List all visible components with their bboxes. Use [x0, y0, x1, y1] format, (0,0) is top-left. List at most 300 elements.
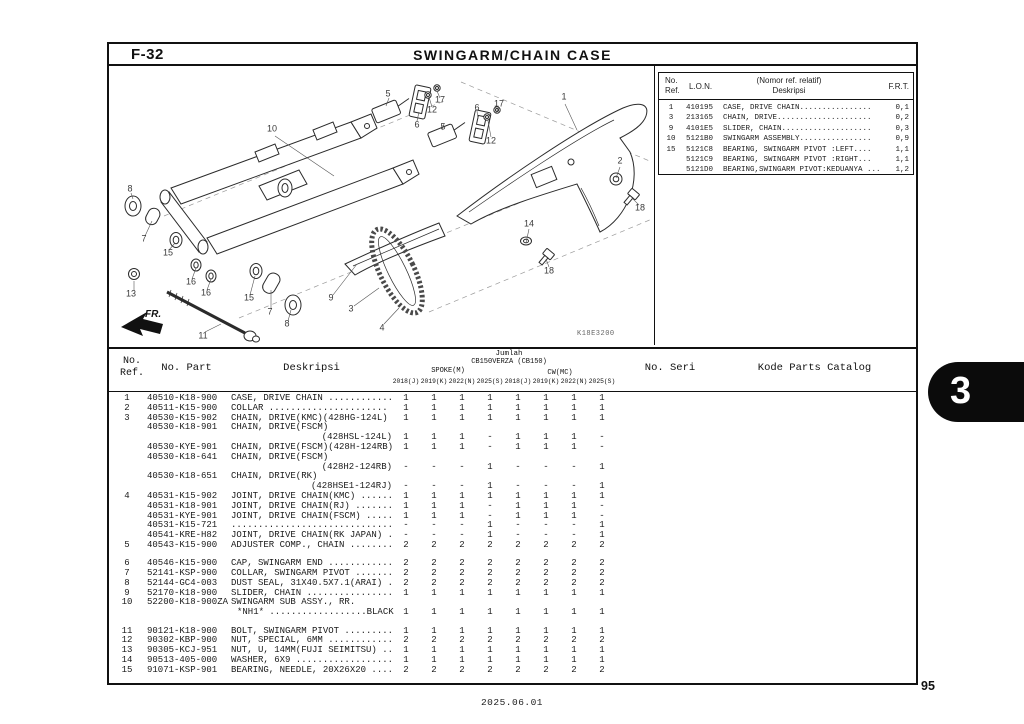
qty-cell: 2: [431, 568, 437, 579]
qty-cell: 1: [487, 587, 493, 598]
qty-cell: 1: [599, 461, 605, 472]
col-jumlah: Jumlah: [495, 350, 523, 358]
qty-cell: 1: [403, 402, 409, 413]
ref-no-cell: 3: [124, 412, 130, 423]
qty-cell: 1: [459, 412, 465, 423]
part-number-cell: 90513-405-000: [147, 654, 218, 665]
qty-cell: 1: [487, 490, 493, 501]
ref-no-cell: 10: [121, 597, 133, 608]
exploded-diagram: [109, 66, 655, 345]
qty-cell: 1: [403, 441, 409, 452]
col-model: CB150VERZA (CB150): [471, 358, 547, 366]
ref-table-row: [659, 134, 913, 144]
catalog-page-frame: [107, 42, 918, 685]
qty-cell: 2: [431, 577, 437, 588]
qty-cell: 1: [599, 393, 605, 403]
part-number-cell: 40530-K18-651: [147, 471, 218, 482]
part-number-cell: 52170-K18-900: [147, 587, 218, 598]
lon-cell: 5121B0: [686, 135, 714, 144]
diagram-callout: 10: [266, 123, 278, 134]
qty-cell: 1: [543, 510, 549, 521]
qty-cell: 2: [459, 539, 465, 550]
qty-cell: 2: [571, 539, 577, 550]
qty-cell: 1: [571, 490, 577, 501]
diagram-callout: 2: [617, 155, 623, 166]
qty-cell: -: [403, 530, 409, 541]
ref-no-cell: 11: [121, 625, 133, 636]
part-number-cell: 91071-KSP-901: [147, 664, 218, 675]
qty-cell: 2: [571, 568, 577, 579]
qty-cell: 1: [599, 412, 605, 423]
qty-cell: 1: [515, 587, 521, 598]
qty-cell: 1: [515, 393, 521, 403]
deskripsi-cell: BEARING, NEEDLE, 20X26X20 ....: [231, 664, 394, 675]
qty-cell: 1: [459, 607, 465, 618]
ref-no-cell: 9: [668, 124, 674, 133]
qty-cell: 2: [459, 664, 465, 675]
diagram-callout: 12: [426, 104, 438, 115]
ref-table-row: [659, 165, 913, 175]
diagram-callout: 8: [127, 183, 133, 194]
col-ref: Ref.: [119, 368, 144, 379]
frt-cell: 0,9: [895, 135, 909, 144]
qty-cell: 1: [487, 481, 493, 492]
qty-cell: -: [487, 432, 493, 443]
chapter-tab[interactable]: 3: [928, 362, 1024, 422]
qty-cell: 2: [403, 539, 409, 550]
qty-cell: 1: [515, 654, 521, 665]
ref-no-cell: 3: [668, 114, 674, 123]
qty-cell: 2: [403, 664, 409, 675]
qty-cell: 1: [599, 587, 605, 598]
ref-table-row: [659, 145, 913, 155]
qty-cell: 1: [431, 625, 437, 636]
qty-cell: -: [571, 530, 577, 541]
qty-cell: 2: [403, 568, 409, 579]
deskripsi-cell: CHAIN, DRIVE(FSCM): [231, 451, 329, 462]
frt-cell: 1,1: [895, 145, 909, 154]
ref-table-row: [659, 113, 913, 123]
qty-cell: 1: [431, 587, 437, 598]
diagram-callout: 12: [485, 135, 497, 146]
qty-cell: -: [431, 530, 437, 541]
qty-cell: 1: [487, 607, 493, 618]
qty-cell: 1: [571, 393, 577, 403]
col-deskripsi: Deskripsi: [772, 86, 806, 95]
qty-cell: 1: [459, 625, 465, 636]
col-no-seri: No. Seri: [644, 362, 696, 374]
lon-table-header: [659, 73, 913, 100]
qty-cell: 2: [571, 577, 577, 588]
qty-cell: 2: [459, 635, 465, 646]
ref-no-cell: 15: [666, 145, 676, 154]
qty-cell: 2: [487, 664, 493, 675]
qty-cell: 1: [459, 645, 465, 656]
ref-no-cell: 10: [666, 135, 676, 144]
qty-cell: 1: [543, 654, 549, 665]
qty-cell: -: [459, 481, 465, 492]
qty-cell: 1: [431, 654, 437, 665]
qty-cell: -: [487, 510, 493, 521]
qty-cell: 2: [487, 539, 493, 550]
year-column-label: 2022(N): [448, 378, 476, 385]
qty-cell: 1: [487, 412, 493, 423]
deskripsi-cell: CASE, DRIVE CHAIN................: [723, 104, 872, 112]
qty-cell: 1: [571, 441, 577, 452]
qty-cell: 1: [431, 490, 437, 501]
qty-cell: 1: [459, 587, 465, 598]
qty-cell: 1: [543, 645, 549, 656]
part-number-cell: 40546-K15-900: [147, 558, 218, 569]
frt-cell: 0,2: [895, 114, 909, 123]
frt-cell: 1,1: [895, 155, 909, 164]
col-spoke: SPOKE(M): [431, 367, 465, 375]
construction-lines: [164, 82, 652, 318]
deskripsi-cell: BEARING, SWINGARM PIVOT :LEFT....: [723, 145, 872, 154]
diagram-callout: 5: [440, 121, 446, 132]
qty-cell: 2: [599, 664, 605, 675]
deskripsi-cell: (428HSE1-124RJ): [310, 481, 392, 492]
qty-cell: 2: [599, 635, 605, 646]
qty-cell: 1: [599, 607, 605, 618]
qty-cell: 1: [515, 432, 521, 443]
qty-cell: 1: [431, 393, 437, 403]
qty-cell: 1: [543, 412, 549, 423]
page-number: 95: [921, 679, 935, 693]
col-no-part: No. Part: [161, 362, 212, 374]
qty-cell: 2: [571, 558, 577, 569]
deskripsi-cell: JOINT, DRIVE CHAIN(FSCM) .....: [231, 510, 394, 521]
qty-cell: 1: [403, 432, 409, 443]
lon-cell: 410195: [686, 104, 714, 112]
qty-cell: 1: [543, 432, 549, 443]
parts-table-row: [109, 598, 916, 608]
year-column-label: 2025(S): [476, 378, 504, 385]
deskripsi-cell: (428H2-124RB): [321, 461, 392, 472]
qty-cell: -: [543, 530, 549, 541]
qty-cell: 2: [431, 664, 437, 675]
ref-no-cell: 5: [124, 539, 130, 550]
part-number-cell: 90121-K18-900: [147, 625, 218, 636]
ref-table-row: [659, 124, 913, 134]
qty-cell: -: [459, 461, 465, 472]
lon-cell: 213165: [686, 114, 714, 123]
qty-cell: 2: [515, 568, 521, 579]
qty-cell: 1: [403, 625, 409, 636]
parts-table-row: [109, 608, 916, 618]
deskripsi-cell: WASHER, 6X9 ..................: [231, 654, 394, 665]
qty-cell: 1: [571, 432, 577, 443]
qty-cell: -: [403, 461, 409, 472]
qty-cell: 1: [599, 402, 605, 413]
qty-cell: -: [515, 530, 521, 541]
qty-cell: 1: [431, 607, 437, 618]
qty-cell: 2: [599, 558, 605, 569]
deskripsi-cell: ..............................: [231, 520, 394, 531]
qty-cell: 1: [543, 441, 549, 452]
diagram-callout: 4: [379, 322, 385, 333]
qty-cell: 1: [571, 500, 577, 511]
qty-cell: 1: [403, 645, 409, 656]
qty-cell: 2: [543, 635, 549, 646]
part-number-cell: 90302-KBP-900: [147, 635, 218, 646]
qty-cell: 2: [403, 577, 409, 588]
ref-no-cell: 2: [124, 402, 130, 413]
qty-cell: 1: [543, 393, 549, 403]
qty-cell: 1: [599, 645, 605, 656]
diagram-callout: 6: [474, 102, 480, 113]
qty-cell: 1: [515, 441, 521, 452]
qty-cell: -: [571, 481, 577, 492]
qty-cell: 1: [459, 490, 465, 501]
ref-no-cell: 13: [121, 645, 133, 656]
qty-cell: -: [459, 530, 465, 541]
qty-cell: -: [487, 441, 493, 452]
qty-cell: 2: [431, 635, 437, 646]
part-number-cell: 90305-KCJ-951: [147, 645, 218, 656]
qty-cell: 1: [459, 654, 465, 665]
deskripsi-cell: BEARING,SWINGARM PIVOT:KEDUANYA ...: [723, 166, 881, 175]
qty-cell: -: [599, 500, 605, 511]
qty-cell: 1: [599, 530, 605, 541]
part-number-cell: 40531-K18-901: [147, 500, 218, 511]
qty-cell: -: [543, 461, 549, 472]
qty-cell: 1: [571, 510, 577, 521]
ref-table-row: [659, 155, 913, 165]
col-nomor-ref-relatif: (Nomor ref. relatif): [756, 76, 822, 85]
qty-cell: 1: [487, 625, 493, 636]
part-number-cell: 40530-K18-901: [147, 422, 218, 433]
qty-cell: 1: [515, 607, 521, 618]
qty-cell: 1: [543, 607, 549, 618]
qty-cell: 2: [515, 577, 521, 588]
qty-cell: -: [403, 520, 409, 531]
parts-table-rows: [109, 394, 916, 676]
deskripsi-cell: BOLT, SWINGARM PIVOT .........: [231, 625, 394, 636]
year-column-label: 2018(J): [504, 378, 532, 385]
qty-cell: -: [599, 510, 605, 521]
year-column-label: 2025(S): [588, 378, 616, 385]
qty-cell: 2: [571, 664, 577, 675]
diagram-callout: 17: [493, 98, 505, 109]
qty-cell: 1: [515, 402, 521, 413]
parts-table-row: [109, 541, 916, 551]
part-number-cell: 40530-K18-641: [147, 451, 218, 462]
lon-cell: 5121C9: [686, 155, 714, 164]
qty-cell: 1: [487, 461, 493, 472]
qty-cell: 1: [571, 402, 577, 413]
part-number-cell: 52200-K18-900ZA: [147, 597, 229, 608]
qty-cell: 1: [571, 645, 577, 656]
qty-cell: -: [403, 481, 409, 492]
qty-cell: 1: [487, 402, 493, 413]
qty-cell: 1: [515, 625, 521, 636]
ref-no-cell: 7: [124, 568, 130, 579]
qty-cell: 2: [459, 558, 465, 569]
qty-cell: 2: [571, 635, 577, 646]
qty-cell: 2: [487, 635, 493, 646]
qty-cell: 1: [599, 654, 605, 665]
deskripsi-cell: *NH1* ..................BLACK: [237, 607, 394, 618]
qty-cell: 1: [431, 510, 437, 521]
diagram-callout: 16: [185, 276, 197, 287]
qty-cell: 1: [431, 402, 437, 413]
qty-cell: 1: [571, 587, 577, 598]
ref-no-cell: 6: [124, 558, 130, 569]
qty-cell: 1: [459, 500, 465, 511]
deskripsi-cell: COLLAR, SWINGARM PIVOT .......: [231, 568, 394, 579]
parts-table-row: [109, 423, 916, 433]
deskripsi-cell: CHAIN, DRIVE(FSCM): [231, 422, 329, 433]
qty-cell: -: [515, 461, 521, 472]
part-number-cell: 52144-GC4-003: [147, 577, 218, 588]
deskripsi-cell: BEARING, SWINGARM PIVOT :RIGHT...: [723, 155, 872, 164]
deskripsi-cell: CASE, DRIVE CHAIN ............: [231, 393, 394, 403]
qty-cell: 1: [515, 412, 521, 423]
part-number-cell: 40510-K18-900: [147, 393, 218, 403]
qty-cell: -: [431, 481, 437, 492]
col-lon: L.O.N.: [689, 82, 713, 91]
qty-cell: 2: [599, 568, 605, 579]
qty-cell: 2: [515, 539, 521, 550]
qty-cell: 1: [487, 645, 493, 656]
diagram-callout: 8: [284, 318, 290, 329]
parts-table-header: [109, 347, 916, 392]
front-direction-label: FR.: [145, 309, 162, 320]
deskripsi-cell: JOINT, DRIVE CHAIN(RJ) .......: [231, 500, 394, 511]
parts-table-row: [109, 453, 916, 463]
deskripsi-cell: SWINGARM ASSEMBLY................: [723, 135, 872, 144]
deskripsi-cell: SWINGARM SUB ASSY., RR.: [231, 597, 356, 608]
diagram-callout: 17: [434, 94, 446, 105]
deskripsi-cell: COLLAR ......................: [231, 402, 388, 413]
qty-cell: -: [515, 520, 521, 531]
qty-cell: 1: [403, 500, 409, 511]
deskripsi-cell: SLIDER, CHAIN ................: [231, 587, 394, 598]
parts-table-row: [109, 472, 916, 482]
col-deskripsi: Deskripsi: [283, 362, 340, 374]
qty-cell: -: [571, 520, 577, 531]
qty-cell: 1: [431, 645, 437, 656]
qty-cell: 1: [515, 645, 521, 656]
qty-cell: 1: [403, 654, 409, 665]
deskripsi-cell: CAP, SWINGARM END ............: [231, 558, 394, 569]
col-cw: CW(MC): [547, 369, 573, 377]
deskripsi-cell: ADJUSTER COMP., CHAIN ........: [231, 539, 394, 550]
year-column-label: 2019(K): [420, 378, 448, 385]
revision-date: 2025.06.01: [480, 697, 543, 708]
qty-cell: -: [543, 520, 549, 531]
qty-cell: 2: [403, 558, 409, 569]
qty-cell: -: [459, 520, 465, 531]
qty-cell: 1: [543, 587, 549, 598]
qty-cell: 1: [599, 481, 605, 492]
ref-no-cell: 14: [121, 654, 133, 665]
qty-cell: 1: [515, 490, 521, 501]
swingarm-outline: [160, 114, 419, 254]
qty-cell: -: [571, 461, 577, 472]
qty-cell: 1: [403, 607, 409, 618]
qty-cell: 1: [431, 432, 437, 443]
diagram-callout: 9: [328, 292, 334, 303]
part-number-cell: 40531-K15-721: [147, 520, 218, 531]
qty-cell: 2: [515, 558, 521, 569]
lon-table-rows: [659, 103, 913, 176]
qty-cell: 1: [431, 500, 437, 511]
part-number-cell: 40543-K15-900: [147, 539, 218, 550]
qty-cell: 1: [515, 510, 521, 521]
deskripsi-cell: NUT, U, 14MM(FUJI SEIMITSU) ..: [231, 645, 394, 656]
qty-cell: 1: [403, 490, 409, 501]
page-title: SWINGARM/CHAIN CASE: [413, 47, 612, 63]
qty-cell: 2: [543, 664, 549, 675]
ref-no-cell: 15: [121, 664, 133, 675]
diagram-callout: 1: [561, 91, 567, 102]
qty-cell: 2: [543, 558, 549, 569]
deskripsi-cell: SLIDER, CHAIN....................: [723, 124, 872, 133]
year-column-label: 2018(J): [392, 378, 420, 385]
qty-cell: 2: [543, 577, 549, 588]
diagram-callout: 16: [200, 287, 212, 298]
qty-cell: 2: [431, 558, 437, 569]
diagram-callout: 6: [414, 119, 420, 130]
qty-cell: 1: [487, 393, 493, 403]
qty-cell: 1: [403, 587, 409, 598]
qty-cell: -: [599, 441, 605, 452]
qty-cell: -: [543, 481, 549, 492]
col-no: No.: [122, 356, 141, 367]
deskripsi-cell: CHAIN, DRIVE(FSCM)(428H-124RB): [231, 441, 394, 452]
diagram-callout: 7: [267, 306, 273, 317]
qty-cell: 2: [487, 558, 493, 569]
part-number-cell: 40531-KYE-901: [147, 510, 218, 521]
deskripsi-cell: CHAIN, DRIVE.....................: [723, 114, 872, 123]
qty-cell: -: [431, 520, 437, 531]
diagram-code: K18E3200: [577, 330, 615, 338]
lon-cell: 5121C8: [686, 145, 714, 154]
qty-cell: 1: [487, 520, 493, 531]
qty-cell: 1: [431, 441, 437, 452]
col-ref: Ref.: [665, 86, 680, 95]
qty-cell: 2: [515, 635, 521, 646]
qty-cell: 1: [571, 607, 577, 618]
frt-cell: 0,1: [895, 104, 909, 112]
qty-cell: -: [487, 500, 493, 511]
part-number-cell: 40541-KRE-H82: [147, 530, 218, 541]
diagram-callout: 13: [125, 288, 137, 299]
qty-cell: 2: [515, 664, 521, 675]
section-code: F-32: [131, 46, 164, 63]
qty-cell: 2: [459, 568, 465, 579]
qty-cell: 1: [459, 402, 465, 413]
lon-cell: 4101E5: [686, 124, 714, 133]
qty-cell: 1: [543, 500, 549, 511]
qty-cell: 2: [431, 539, 437, 550]
parts-table-row: [109, 666, 916, 676]
qty-cell: -: [515, 481, 521, 492]
title-bar: [109, 44, 916, 66]
ref-no-cell: 1: [124, 393, 130, 403]
qty-cell: 1: [543, 625, 549, 636]
diagram-callout: 3: [348, 303, 354, 314]
qty-cell: 1: [571, 412, 577, 423]
col-frt: F.R.T.: [888, 82, 909, 91]
qty-cell: 2: [459, 577, 465, 588]
qty-cell: 1: [571, 625, 577, 636]
qty-cell: 2: [403, 635, 409, 646]
diagram-callout: 5: [385, 88, 391, 99]
part-number-cell: 52141-KSP-900: [147, 568, 218, 579]
